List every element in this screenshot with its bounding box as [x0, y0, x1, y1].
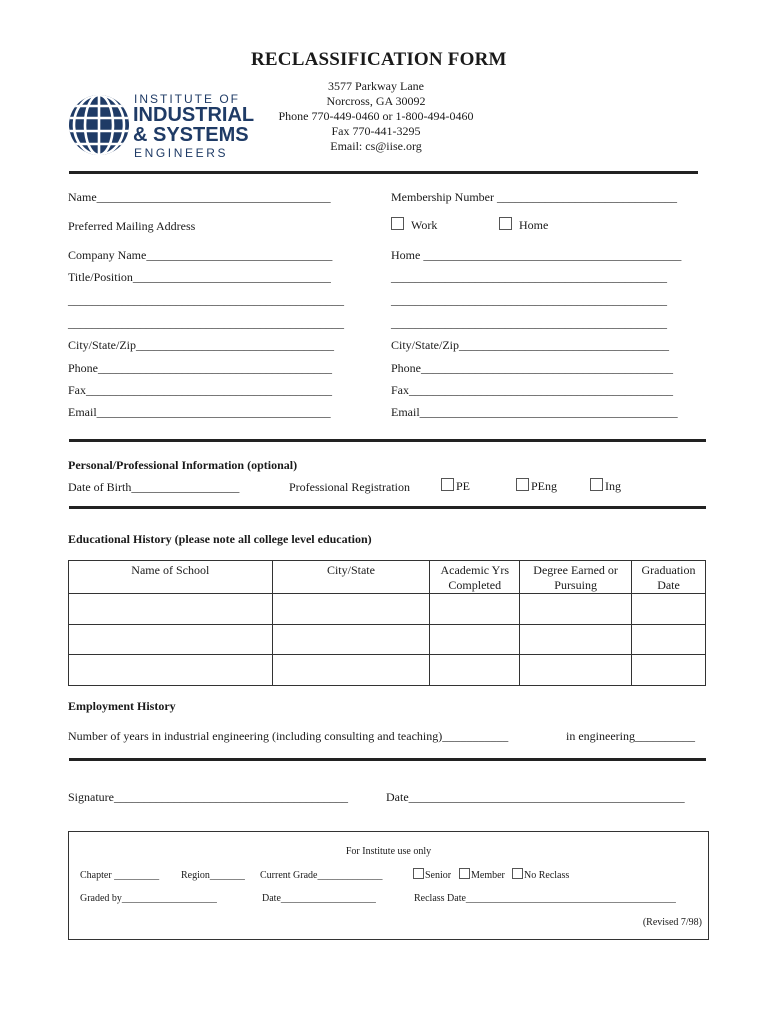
home-address-line3[interactable]: ______________________________________________ — [391, 293, 667, 307]
signature-field[interactable]: Signature_______________________________________ — [68, 790, 348, 804]
col-degree: Degree Earned or Pursuing — [520, 561, 632, 594]
work-address-line1[interactable]: ______________________________________________ — [68, 293, 344, 307]
membership-number-field[interactable]: Membership Number ______________________________ — [391, 190, 677, 204]
address-fax: Fax 770-441-3295 — [331, 124, 421, 138]
col-name-of-school: Name of School — [69, 561, 273, 594]
senior-label: Senior — [425, 870, 452, 881]
table-row — [69, 655, 706, 686]
institute-use-box — [68, 831, 709, 940]
work-email-field[interactable]: Email_______________________________________ — [68, 405, 331, 419]
table-header-row — [69, 561, 706, 594]
pe-option[interactable] — [441, 478, 470, 494]
home-option[interactable] — [499, 217, 548, 233]
divider — [69, 506, 706, 509]
work-checkbox[interactable] — [391, 217, 404, 230]
company-name-field[interactable]: Company Name_______________________________ — [68, 248, 333, 262]
col-academic-yrs: Academic Yrs Completed — [430, 561, 520, 594]
col-graduation-date: Graduation Date — [632, 561, 706, 594]
address-email: Email: cs@iise.org — [330, 139, 422, 153]
table-cell[interactable] — [69, 655, 273, 686]
table-cell[interactable] — [520, 594, 632, 625]
iise-logo — [68, 92, 258, 160]
table-cell[interactable] — [69, 594, 273, 625]
logo-line2: INDUSTRIAL — [133, 104, 255, 126]
name-field[interactable]: Name_______________________________________ — [68, 190, 331, 204]
home-fax-field[interactable]: Fax____________________________________________ — [391, 383, 673, 397]
table-cell[interactable] — [430, 655, 520, 686]
table-cell[interactable] — [632, 655, 706, 686]
pe-label: PE — [456, 479, 471, 493]
work-city-state-zip[interactable]: City/State/Zip_________________________________ — [68, 338, 334, 352]
address-city: Norcross, GA 30092 — [326, 94, 426, 108]
senior-checkbox[interactable] — [413, 868, 424, 879]
chapter-field[interactable]: Chapter _________ — [80, 870, 160, 881]
table-cell[interactable] — [69, 625, 273, 655]
no-reclass-label: No Reclass — [524, 870, 570, 881]
preferred-mailing-label: Preferred Mailing Address — [68, 219, 196, 233]
no-reclass-checkbox[interactable] — [512, 868, 523, 879]
member-option[interactable] — [459, 868, 505, 881]
office-heading: For Institute use only — [345, 846, 432, 857]
divider — [69, 171, 698, 174]
ing-checkbox[interactable] — [590, 478, 603, 491]
home-label: Home — [519, 218, 549, 232]
address-phone: Phone 770-449-0460 or 1-800-494-0460 — [278, 109, 474, 123]
home-checkbox[interactable] — [499, 217, 512, 230]
page-title: RECLASSIFICATION FORM — [251, 49, 507, 70]
personal-heading: Personal/Professional Information (optional) — [68, 458, 298, 472]
address-street: 3577 Parkway Lane — [328, 79, 424, 93]
home-address-line2[interactable]: ______________________________________________ — [391, 270, 667, 284]
work-label: Work — [411, 218, 438, 232]
years-engineering-field[interactable]: in engineering__________ — [566, 729, 695, 743]
divider — [69, 439, 706, 442]
table-cell[interactable] — [632, 594, 706, 625]
education-table — [68, 560, 706, 686]
home-address-line4[interactable]: ______________________________________________ — [391, 316, 667, 330]
table-cell[interactable] — [632, 625, 706, 655]
table-cell[interactable] — [520, 625, 632, 655]
address-block — [266, 79, 486, 154]
signature-date-field[interactable]: Date______________________________________________ — [386, 790, 685, 804]
current-grade-field[interactable]: Current Grade_____________ — [260, 870, 383, 881]
table-cell[interactable] — [272, 625, 430, 655]
table-cell[interactable] — [430, 625, 520, 655]
graded-by-field[interactable]: Graded by___________________ — [80, 893, 217, 904]
senior-option[interactable] — [413, 868, 451, 881]
home-city-state-zip[interactable]: City/State/Zip___________________________________ — [391, 338, 669, 352]
logo-line1: INSTITUTE OF — [134, 92, 240, 106]
office-date-field[interactable]: Date___________________ — [262, 893, 376, 904]
region-field[interactable]: Region_______ — [181, 870, 245, 881]
education-heading: Educational History (please note all college level education) — [68, 532, 372, 546]
years-ie-field[interactable]: Number of years in industrial engineering (including consulting and teaching)___________ — [68, 729, 509, 743]
col-city-state: City/State — [272, 561, 430, 594]
ing-option[interactable] — [590, 478, 621, 494]
globe-icon — [68, 94, 130, 156]
work-option[interactable] — [391, 217, 437, 233]
employment-heading: Employment History — [68, 699, 176, 713]
table-cell[interactable] — [430, 594, 520, 625]
home-email-field[interactable]: Email___________________________________________ — [391, 405, 678, 419]
table-cell[interactable] — [272, 655, 430, 686]
work-phone-field[interactable]: Phone_______________________________________ — [68, 361, 332, 375]
logo-line3: & SYSTEMS — [133, 124, 249, 146]
logo-line4: ENGINEERS — [134, 146, 229, 160]
title-position-field[interactable]: Title/Position_________________________________ — [68, 270, 331, 284]
peng-checkbox[interactable] — [516, 478, 529, 491]
member-label: Member — [471, 870, 505, 881]
table-cell[interactable] — [272, 594, 430, 625]
prof-registration-label: Professional Registration — [289, 480, 410, 494]
table-row — [69, 625, 706, 655]
member-checkbox[interactable] — [459, 868, 470, 879]
date-of-birth-field[interactable]: Date of Birth__________________ — [68, 480, 240, 494]
work-fax-field[interactable]: Fax_________________________________________ — [68, 383, 332, 397]
peng-label: PEng — [531, 479, 558, 493]
home-address-field[interactable]: Home ___________________________________________ — [391, 248, 682, 262]
home-phone-field[interactable]: Phone__________________________________________ — [391, 361, 673, 375]
ing-label: Ing — [605, 479, 621, 493]
reclass-date-field[interactable]: Reclass Date__________________________________________ — [414, 893, 676, 904]
work-address-line2[interactable]: ______________________________________________ — [68, 316, 344, 330]
peng-option[interactable] — [516, 478, 557, 494]
pe-checkbox[interactable] — [441, 478, 454, 491]
revision-note: (Revised 7/98) — [642, 917, 702, 928]
table-row — [69, 594, 706, 625]
no-reclass-option[interactable] — [512, 868, 569, 881]
divider — [69, 758, 706, 761]
table-cell[interactable] — [520, 655, 632, 686]
